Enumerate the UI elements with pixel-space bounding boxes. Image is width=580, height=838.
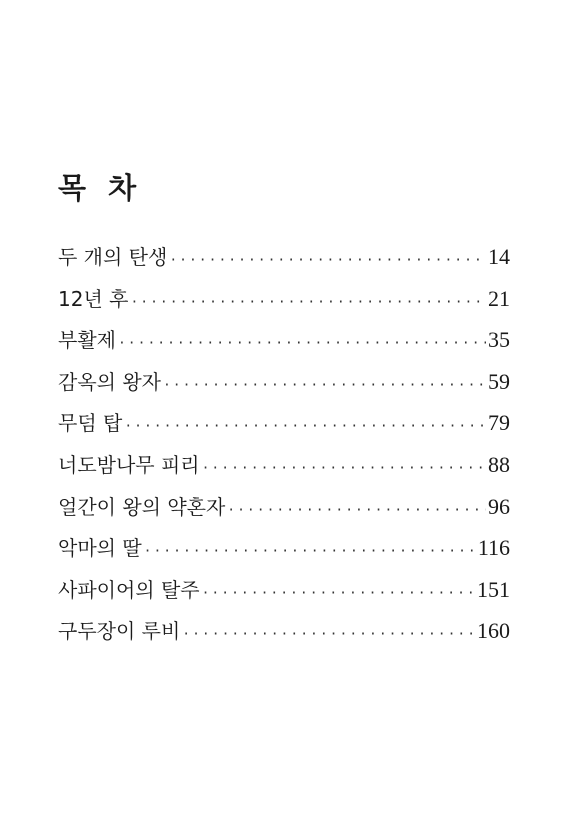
dot-leader xyxy=(163,369,486,403)
toc-entry-page: 151 xyxy=(477,576,510,602)
toc-entry-9 xyxy=(58,573,510,615)
toc-entry-page: 96 xyxy=(488,493,510,519)
toc-list xyxy=(58,240,510,656)
toc-entry-page: 35 xyxy=(488,327,510,353)
toc-entry-title: 너도밤나무 피리 xyxy=(58,452,200,477)
toc-entry-title: 12년 후 xyxy=(58,286,129,311)
dot-leader xyxy=(130,286,486,320)
toc-heading: 목 차 xyxy=(58,171,143,205)
toc-entry-title: 두 개의 탄생 xyxy=(58,245,168,269)
dot-leader xyxy=(124,410,486,444)
toc-entry-page: 160 xyxy=(477,618,510,644)
toc-entry-1 xyxy=(58,240,510,282)
dot-leader xyxy=(202,577,475,611)
dot-leader xyxy=(202,452,486,486)
toc-entry-page: 88 xyxy=(488,451,510,477)
dot-leader xyxy=(144,535,476,569)
toc-entry-title: 얼간이 왕의 약혼자 xyxy=(58,494,226,519)
dot-leader xyxy=(182,618,475,652)
toc-entry-6 xyxy=(58,448,510,490)
toc-entry-2 xyxy=(58,282,510,324)
toc-entry-5 xyxy=(58,406,510,448)
toc-entry-title: 감옥의 왕자 xyxy=(58,369,161,394)
toc-entry-title: 부활제 xyxy=(58,328,116,353)
toc-entry-3 xyxy=(58,323,510,365)
toc-entry-title: 구두장이 루비 xyxy=(58,619,181,644)
toc-entry-page: 79 xyxy=(488,410,510,436)
dot-leader xyxy=(227,494,486,528)
toc-entry-4 xyxy=(58,365,510,407)
toc-entry-title: 사파이어의 탈주 xyxy=(58,577,200,602)
toc-entry-7 xyxy=(58,490,510,532)
dot-leader xyxy=(169,244,486,278)
toc-entry-page: 116 xyxy=(477,535,510,561)
toc-entry-page: 59 xyxy=(488,368,510,394)
toc-entry-page: 21 xyxy=(488,285,510,311)
toc-entry-title: 무덤 탑 xyxy=(58,411,123,436)
toc-entry-10 xyxy=(58,614,510,656)
toc-entry-page: 14 xyxy=(488,244,510,269)
toc-entry-8 xyxy=(58,531,510,573)
dot-leader xyxy=(118,327,486,361)
toc-entry-title: 악마의 딸 xyxy=(58,536,142,561)
